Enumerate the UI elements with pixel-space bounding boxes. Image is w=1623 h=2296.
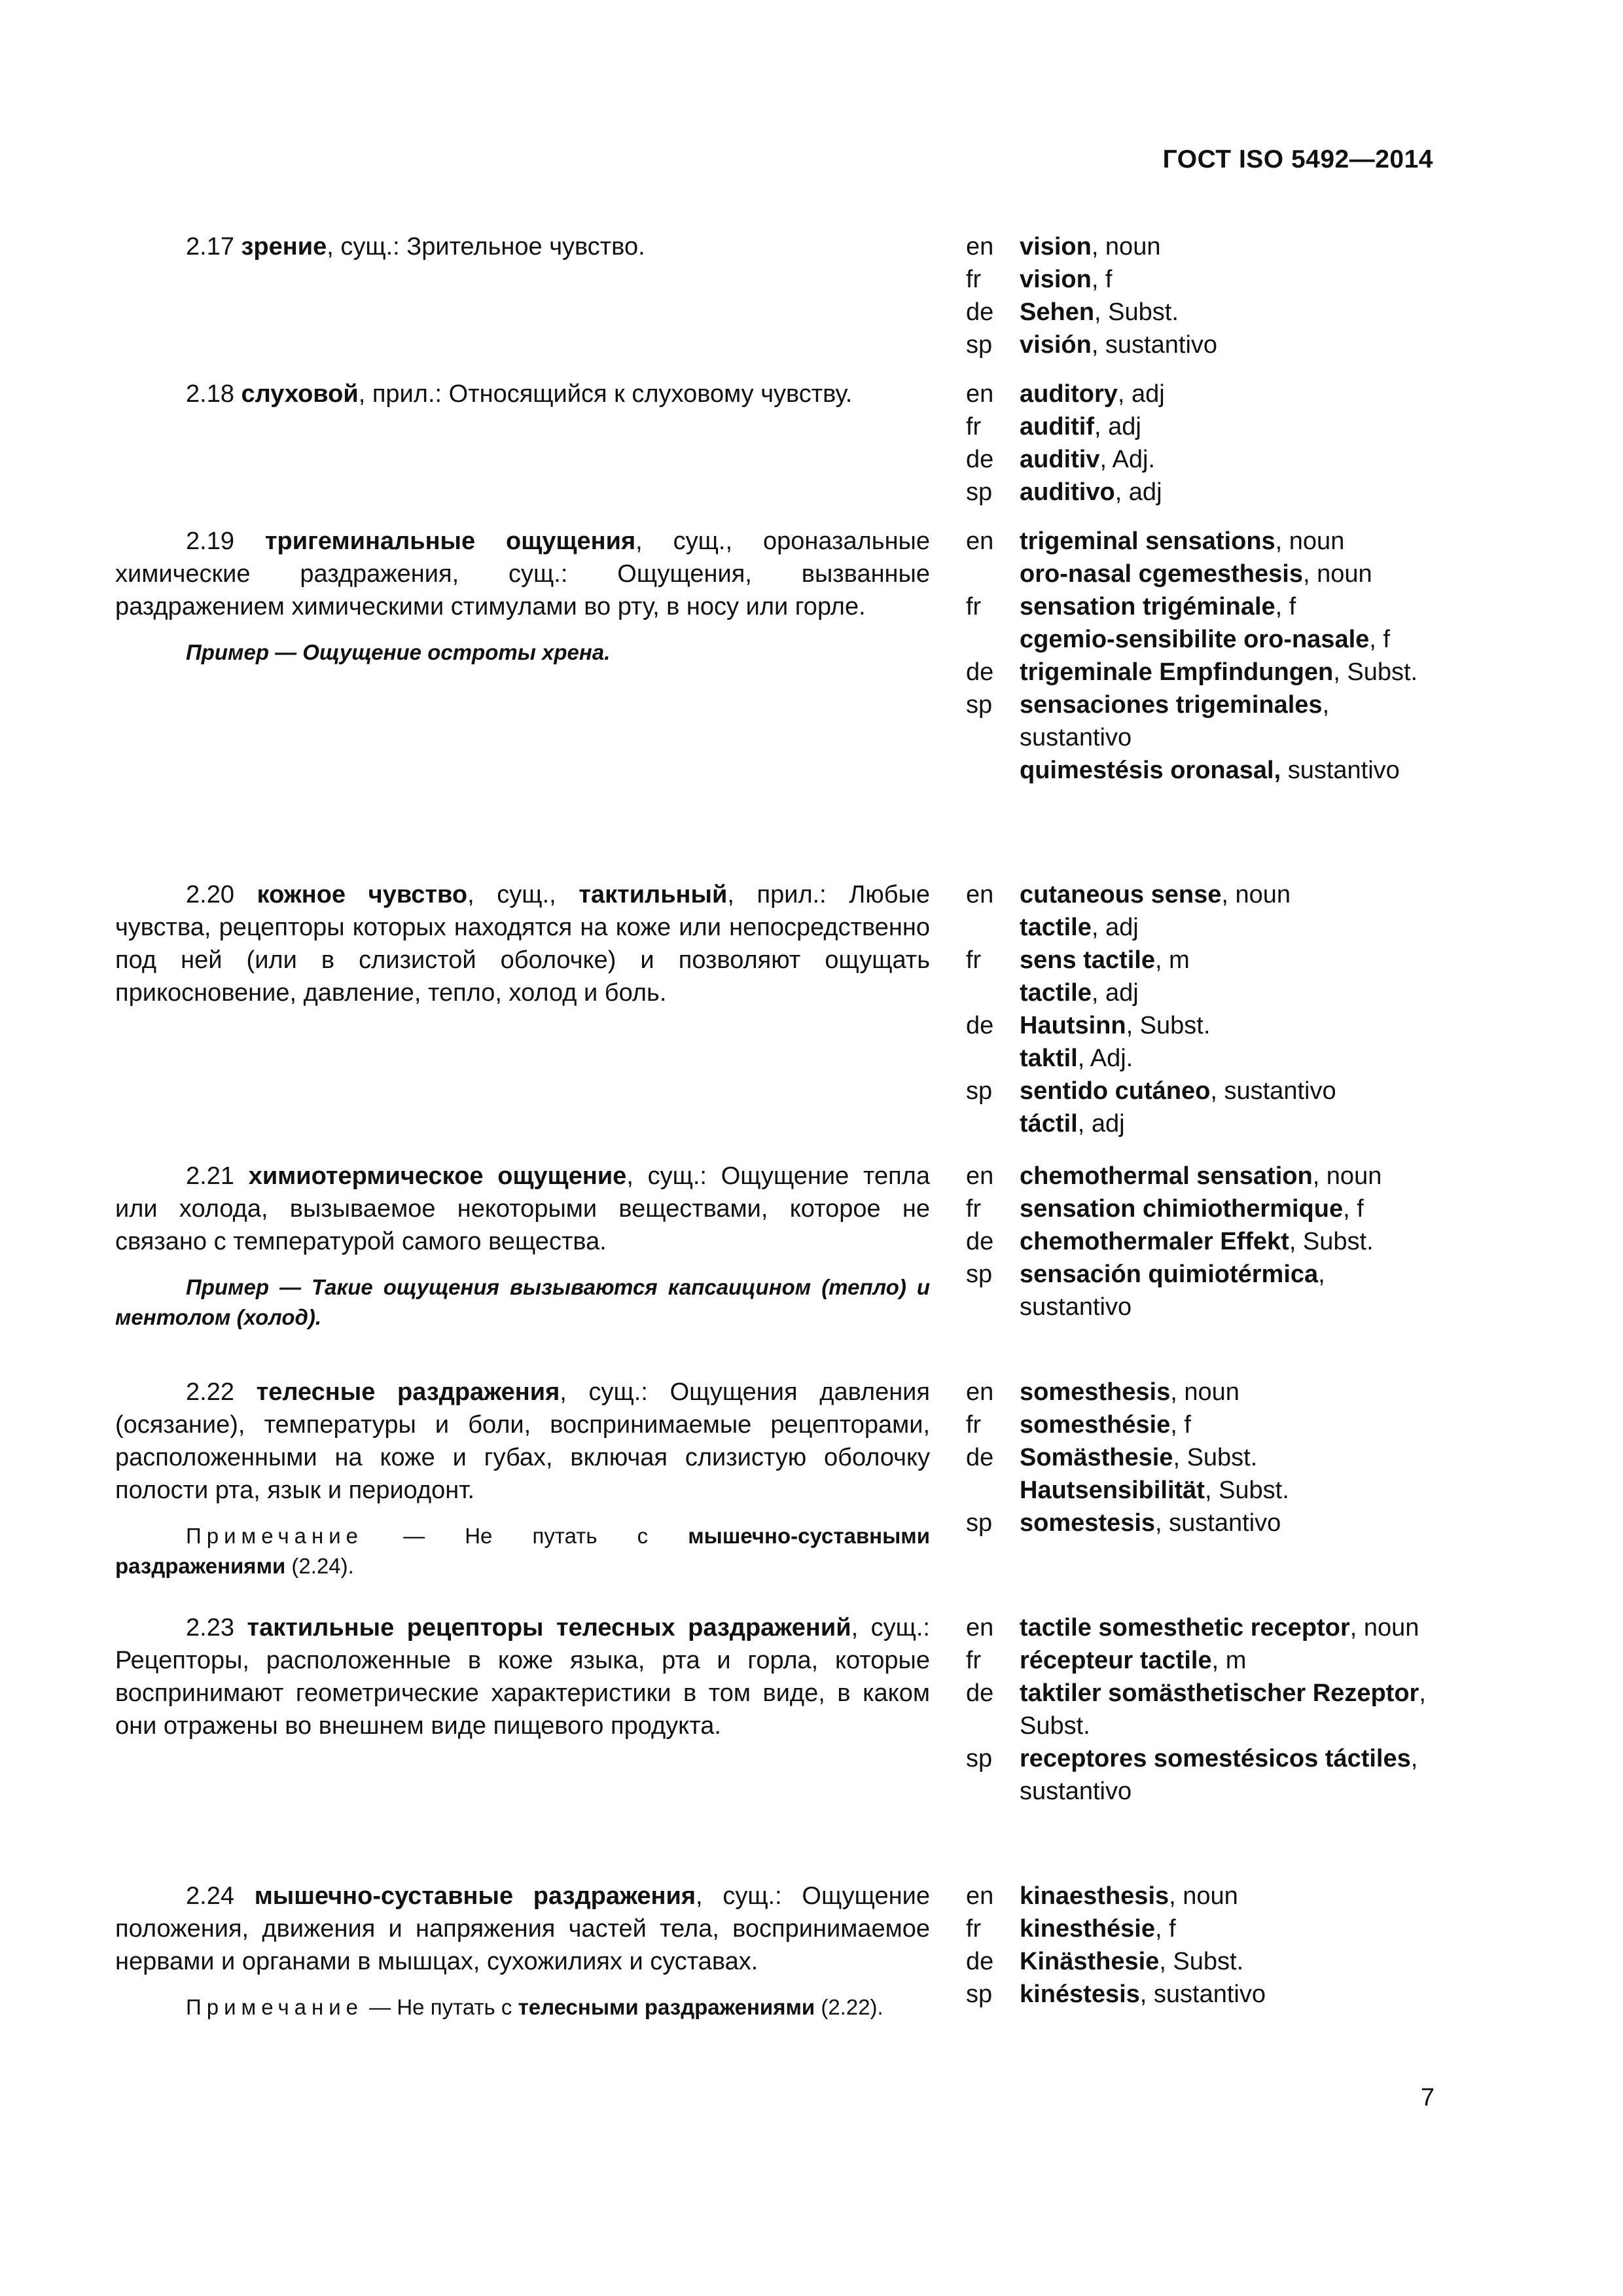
term-ru: кожное чувство (257, 881, 468, 908)
definition-text (115, 1880, 930, 1978)
translation-row (966, 443, 1437, 476)
entry-number: 2.21 (186, 1162, 249, 1190)
language-code: de (966, 658, 994, 686)
term-grammar: , adj (1091, 914, 1139, 941)
translation-term-secondary (1020, 911, 1437, 944)
term-grammar: , sustantivo (1020, 1261, 1325, 1321)
term-entry (115, 878, 1336, 1138)
note-text (115, 1992, 930, 2022)
term-foreign: auditory (1020, 380, 1118, 408)
term-foreign: auditiv (1020, 446, 1100, 473)
translation-term (1020, 1945, 1437, 1978)
term-foreign: visión (1020, 331, 1092, 359)
entry-number: 2.18 (186, 380, 241, 408)
language-code: de (966, 446, 994, 473)
language-code: fr (966, 1647, 982, 1674)
translation-terms (1020, 378, 1437, 410)
term-foreign: vision (1020, 233, 1092, 260)
definition-text (115, 878, 930, 1009)
translation-term-secondary (1020, 623, 1437, 656)
term-foreign: taktiler somästhetischer Rezeptor (1020, 1679, 1419, 1707)
translation-terms (1020, 1978, 1437, 2011)
term-foreign: cgemio-sensibilite oro-nasale (1020, 626, 1370, 653)
language-code: fr (966, 1915, 982, 1943)
ru-definition (115, 378, 930, 410)
translation-row (966, 1644, 1437, 1677)
term-foreign: sentido cutáneo (1020, 1077, 1211, 1105)
language-code: sp (966, 1261, 993, 1288)
entry-number: 2.24 (186, 1882, 255, 1910)
term-foreign: quimestésis oronasal, (1020, 757, 1281, 784)
language-code: fr (966, 946, 982, 974)
term-foreign: tactile (1020, 979, 1092, 1007)
term-foreign: sensation chimiothermique (1020, 1195, 1344, 1223)
translation-terms (1020, 525, 1437, 590)
term-foreign: chemothermal sensation (1020, 1162, 1313, 1190)
translation-term (1020, 1611, 1437, 1644)
translation-row (966, 1507, 1437, 1539)
language-code: en (966, 380, 994, 408)
translation-terms (1020, 1644, 1437, 1677)
term-ru: слуховой (241, 380, 359, 408)
translation-term (1020, 1441, 1437, 1474)
entry-number: 2.20 (186, 881, 257, 908)
term-foreign: vision (1020, 266, 1092, 293)
term-grammar: , Subst. (1020, 1679, 1426, 1740)
translation-term-secondary (1020, 1474, 1437, 1507)
translation-row (966, 230, 1437, 263)
translation-terms (1020, 878, 1437, 944)
translation-row (966, 1408, 1437, 1441)
language-code: en (966, 881, 994, 908)
translation-term (1020, 1742, 1437, 1808)
translation-term (1020, 1978, 1437, 2011)
note-pre: — Не путать с (363, 1995, 518, 2019)
term-foreign: kinesthésie (1020, 1915, 1155, 1943)
term-grammar: , f (1170, 1411, 1191, 1439)
term-entry (115, 1376, 1289, 1581)
translation-term (1020, 1408, 1437, 1441)
language-code: fr (966, 1195, 982, 1223)
translation-terms (1020, 1408, 1437, 1441)
definition-body: , сущ.: Ощущения давления (осязание), температуры и боли, воспринимаемые рецепторами, расположенными на коже и губах, включая слизистую оболочку полости рта, язык и периодонт. (115, 1378, 930, 1504)
translation-terms (1020, 1742, 1437, 1808)
note-pre: — Не путать с (363, 1524, 688, 1548)
term-foreign: somesthésie (1020, 1411, 1171, 1439)
translation-term (1020, 443, 1437, 476)
translation-row (966, 378, 1437, 410)
term-grammar: , sustantivo (1210, 1077, 1336, 1105)
term-ru: тригеминальные ощущения (264, 528, 636, 555)
language-code: sp (966, 1509, 993, 1537)
translation-row (966, 525, 1437, 590)
term-grammar: , noun (1312, 1162, 1382, 1190)
term-foreign: Sehen (1020, 298, 1095, 326)
term-entry (115, 230, 1218, 359)
definition-text (115, 230, 930, 263)
language-code: sp (966, 1981, 993, 2008)
ru-definition (115, 230, 930, 263)
translation-terms (1020, 689, 1437, 787)
translation-terms (1020, 1507, 1437, 1539)
translation-row (966, 296, 1437, 329)
term-grammar: , adj (1094, 413, 1141, 440)
note-label: Примечание (186, 1995, 364, 2019)
term-foreign: chemothermaler Effekt (1020, 1228, 1289, 1255)
translations (966, 878, 1437, 1140)
ru-definition (115, 525, 930, 668)
translation-terms (1020, 1075, 1437, 1140)
language-code: en (966, 528, 994, 555)
definition-text (115, 378, 930, 410)
language-code: fr (966, 593, 982, 620)
translation-term (1020, 329, 1437, 361)
term-grammar: , noun (1221, 881, 1291, 908)
translation-term (1020, 378, 1437, 410)
translation-term-secondary (1020, 558, 1437, 590)
translation-row (966, 590, 1437, 656)
definition-text (115, 1611, 930, 1742)
term-grammar: , noun (1275, 528, 1345, 555)
translation-term-secondary (1020, 754, 1437, 787)
translations (966, 230, 1437, 361)
translations (966, 525, 1437, 787)
translation-row (966, 1978, 1437, 2011)
term-grammar: , m (1211, 1647, 1247, 1674)
term-grammar: , Subst. (1173, 1444, 1258, 1471)
translation-term-secondary (1020, 977, 1437, 1009)
language-code: sp (966, 1077, 993, 1105)
ru-definition (115, 1160, 930, 1333)
language-code: fr (966, 266, 982, 293)
term-grammar: , noun (1302, 560, 1372, 588)
entry-number: 2.23 (186, 1614, 247, 1641)
definition-body: , прил.: Относящийся к слуховому чувству. (358, 380, 853, 408)
translation-terms (1020, 1880, 1437, 1912)
translation-row (966, 1225, 1437, 1258)
term-ru: мышечно-суставные раздражения (254, 1882, 696, 1910)
translations (966, 1880, 1437, 2011)
note-term: телесными раздражениями (518, 1995, 815, 2019)
translation-row (966, 476, 1437, 509)
note-post: (2.22). (815, 1995, 883, 2019)
term-grammar: , sustantivo (1020, 1745, 1418, 1805)
language-code: sp (966, 691, 993, 719)
translation-terms (1020, 230, 1437, 263)
translation-term-secondary (1020, 1042, 1437, 1075)
term-grammar: , f (1343, 1195, 1364, 1223)
translation-term (1020, 1160, 1437, 1193)
term-ru: телесные раздражения (256, 1378, 560, 1406)
term-foreign: tactile somesthetic receptor (1020, 1614, 1350, 1641)
entry-number: 2.22 (186, 1378, 257, 1406)
translation-term (1020, 1880, 1437, 1912)
translation-term (1020, 1258, 1437, 1323)
entry-number: 2.17 (186, 233, 241, 260)
translation-terms (1020, 656, 1437, 689)
translation-terms (1020, 1945, 1437, 1978)
language-code: fr (966, 413, 982, 440)
translations (966, 1376, 1437, 1539)
translation-term (1020, 1677, 1437, 1742)
translation-terms (1020, 476, 1437, 509)
language-code: sp (966, 478, 993, 506)
language-code: de (966, 1012, 994, 1039)
note-label: Примечание (186, 1524, 364, 1548)
translation-term (1020, 1376, 1437, 1408)
term-foreign: cutaneous sense (1020, 881, 1222, 908)
term-foreign: récepteur tactile (1020, 1647, 1212, 1674)
translation-row (966, 1075, 1437, 1140)
definition-body: , прил.: Любые чувства, рецепторы которых находятся на коже или непосредственно под ней (или в слизистой оболочке) и позволяют ощущать прикосновение, давление, тепло, холод и боль. (115, 881, 931, 1007)
term-grammar: , f (1275, 593, 1296, 620)
translation-term (1020, 590, 1437, 623)
term-grammar: , m (1155, 946, 1190, 974)
translation-term (1020, 525, 1437, 558)
translation-term (1020, 296, 1437, 329)
term-grammar: , noun (1349, 1614, 1419, 1641)
translation-term (1020, 1193, 1437, 1225)
translation-row (966, 1611, 1437, 1644)
term-grammar: , adj (1091, 979, 1139, 1007)
language-code: en (966, 1614, 994, 1641)
translation-term (1020, 1075, 1437, 1107)
translation-row (966, 410, 1437, 443)
term-foreign: trigeminal sensations (1020, 528, 1275, 555)
translation-term (1020, 476, 1437, 509)
language-code: en (966, 1162, 994, 1190)
translation-term (1020, 656, 1437, 689)
language-code: de (966, 298, 994, 326)
translation-row (966, 263, 1437, 296)
definition-body: , сущ.: Зрительное чувство. (327, 233, 645, 260)
term-entry (115, 1611, 1426, 1805)
translation-terms (1020, 1160, 1437, 1193)
language-code: de (966, 1679, 994, 1707)
definition-body: , сущ.: Рецепторы, расположенные в коже языка, рта и горла, которые воспринимают геометрические характеристики в том виде, в каком они отражены во внешнем виде пищевого продукта. (115, 1614, 930, 1740)
translation-terms (1020, 1441, 1437, 1507)
term-foreign: Hautsensibilität (1020, 1477, 1205, 1504)
note-term: мышечно-суставными раздражениями (115, 1524, 930, 1578)
translation-row (966, 944, 1437, 1009)
term-grammar: , Subst. (1204, 1477, 1289, 1504)
translations (966, 1160, 1437, 1323)
language-code: de (966, 1228, 994, 1255)
term-entry (115, 525, 1418, 784)
translation-terms (1020, 590, 1437, 656)
definition-mid: , сущ., (467, 881, 579, 908)
translation-row (966, 329, 1437, 361)
translation-terms (1020, 263, 1437, 296)
term-foreign: Somästhesie (1020, 1444, 1173, 1471)
term-foreign: sensación quimiotérmica (1020, 1261, 1319, 1288)
term-grammar: , sustantivo (1091, 331, 1218, 359)
translation-row (966, 1441, 1437, 1507)
term-grammar: , sustantivo (1155, 1509, 1281, 1537)
term-grammar: , f (1155, 1915, 1176, 1943)
translation-terms (1020, 1677, 1437, 1742)
term-grammar: , Adj. (1099, 446, 1155, 473)
term-grammar: , adj (1077, 1110, 1125, 1138)
translation-row (966, 1677, 1437, 1742)
definition-body: , сущ.: Ощущение положения, движения и напряжения частей тела, воспринимаемое нервами и органами в мышцах, сухожилиях и суставах. (115, 1882, 930, 1975)
translation-term (1020, 689, 1437, 754)
translation-term (1020, 1507, 1437, 1539)
term-foreign: somestesis (1020, 1509, 1156, 1537)
translation-terms (1020, 410, 1437, 443)
translation-row (966, 1009, 1437, 1075)
translation-row (966, 1742, 1437, 1808)
translation-term (1020, 878, 1437, 911)
translation-terms (1020, 296, 1437, 329)
translation-terms (1020, 1258, 1437, 1323)
term-grammar: , adj (1117, 380, 1165, 408)
note-text (115, 1521, 930, 1581)
translation-terms (1020, 944, 1437, 1009)
translation-terms (1020, 1009, 1437, 1075)
translation-row (966, 1258, 1437, 1323)
language-code: en (966, 1378, 994, 1406)
translation-term (1020, 1225, 1437, 1258)
term-entry (115, 1160, 1382, 1333)
term-foreign: Kinästhesie (1020, 1948, 1160, 1975)
term-grammar: , adj (1115, 478, 1162, 506)
entry-number: 2.19 (186, 528, 265, 555)
term-foreign: trigeminale Empfindungen (1020, 658, 1334, 686)
term-foreign: kinéstesis (1020, 1981, 1140, 2008)
translation-row (966, 1880, 1437, 1912)
term-grammar: , noun (1169, 1882, 1238, 1910)
term-grammar: , Subst. (1289, 1228, 1374, 1255)
translation-row (966, 878, 1437, 944)
term-ru: тактильные рецепторы телесных раздражений (247, 1614, 851, 1641)
language-code: fr (966, 1411, 982, 1439)
translation-terms (1020, 1912, 1437, 1945)
definition-body: , сущ.: Ощущение тепла или холода, вызываемое некоторыми веществами, которое не связано с температурой самого вещества. (115, 1162, 930, 1255)
term-foreign: sens tactile (1020, 946, 1155, 974)
term-grammar: sustantivo (1281, 757, 1400, 784)
term-foreign: receptores somestésicos táctiles (1020, 1745, 1411, 1772)
translation-row (966, 689, 1437, 787)
term-grammar: , Subst. (1126, 1012, 1211, 1039)
example-text: Пример — Такие ощущения вызываются капсаицином (тепло) и ментолом (холод). (115, 1275, 930, 1329)
translations (966, 378, 1437, 509)
translation-term (1020, 1644, 1437, 1677)
translation-terms (1020, 1225, 1437, 1258)
example-text: Пример — Ощущение остроты хрена. (186, 640, 611, 664)
term-foreign: Hautsinn (1020, 1012, 1126, 1039)
page-number: 7 (1420, 2084, 1435, 2111)
term-grammar: , Adj. (1077, 1045, 1133, 1072)
term-foreign: somesthesis (1020, 1378, 1171, 1406)
translation-term (1020, 944, 1437, 977)
term-foreign: táctil (1020, 1110, 1078, 1138)
term-ru-secondary: тактильный (579, 881, 728, 908)
language-code: sp (966, 1745, 993, 1772)
translation-term (1020, 263, 1437, 296)
translation-terms (1020, 1193, 1437, 1225)
term-grammar: , sustantivo (1139, 1981, 1266, 2008)
language-code: en (966, 1882, 994, 1910)
translation-terms (1020, 329, 1437, 361)
translation-row (966, 1193, 1437, 1225)
translation-term (1020, 410, 1437, 443)
ru-definition (115, 1880, 930, 2022)
term-foreign: tactile (1020, 914, 1092, 941)
translation-terms (1020, 443, 1437, 476)
term-grammar: , f (1091, 266, 1113, 293)
language-code: de (966, 1444, 994, 1471)
language-code: sp (966, 331, 993, 359)
term-ru: зрение (241, 233, 327, 260)
translation-row (966, 1945, 1437, 1978)
definition-body: , сущ., ороназальные химические раздражения, сущ.: Ощущения, вызванные раздражением химическими стимулами во рту, в носу или горле. (115, 528, 930, 620)
translation-row (966, 1376, 1437, 1408)
ru-definition (115, 878, 930, 1009)
ru-definition (115, 1376, 930, 1581)
translation-terms (1020, 1376, 1437, 1408)
language-code: de (966, 1948, 994, 1975)
ru-definition (115, 1611, 930, 1742)
definition-text (115, 525, 930, 623)
term-ru: химиотермическое ощущение (248, 1162, 627, 1190)
translation-row (966, 656, 1437, 689)
term-foreign: auditif (1020, 413, 1094, 440)
term-grammar: , sustantivo (1020, 691, 1330, 751)
definition-text (115, 1376, 930, 1507)
term-entry (115, 378, 1165, 506)
translation-term (1020, 230, 1437, 263)
definition-text (115, 1160, 930, 1258)
note-post: (2.24). (285, 1554, 354, 1578)
term-grammar: , Subst. (1094, 298, 1179, 326)
term-foreign: auditivo (1020, 478, 1115, 506)
page-header: ГОСТ ISO 5492—2014 (1162, 145, 1433, 173)
term-foreign: sensation trigéminale (1020, 593, 1275, 620)
term-grammar: , Subst. (1333, 658, 1418, 686)
term-foreign: oro-nasal cgemesthesis (1020, 560, 1303, 588)
translation-term (1020, 1912, 1437, 1945)
term-foreign: kinaesthesis (1020, 1882, 1169, 1910)
translations (966, 1611, 1437, 1808)
term-foreign: sensaciones trigeminales (1020, 691, 1323, 719)
term-grammar: , noun (1091, 233, 1161, 260)
term-grammar: , f (1369, 626, 1390, 653)
language-code: en (966, 233, 994, 260)
translation-term-secondary (1020, 1107, 1437, 1140)
translation-terms (1020, 1611, 1437, 1644)
term-foreign: taktil (1020, 1045, 1078, 1072)
term-grammar: , noun (1170, 1378, 1240, 1406)
term-entry (115, 1880, 1266, 2022)
translation-row (966, 1912, 1437, 1945)
translation-term (1020, 1009, 1437, 1042)
term-grammar: , Subst. (1159, 1948, 1244, 1975)
translation-row (966, 1160, 1437, 1193)
